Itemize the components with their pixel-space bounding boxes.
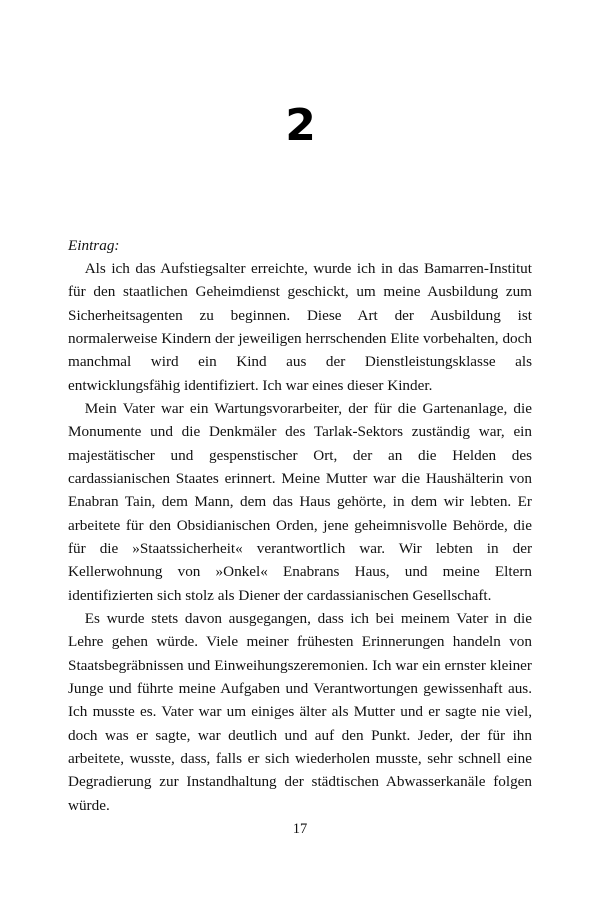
paragraph: Als ich das Aufstiegsalter erreichte, wurde ich in das Bamarren-Institut für den staatlichen Geheimdienst geschickt, um meine Ausbildung zum Sicherheitsagenten zu beginnen. Diese Art der Ausbildung ist normalerweise Kindern der jeweiligen herrschenden Elite vorbehalten, doch manchmal wird ein Kind aus der Dienstleistungsklasse als entwicklungsfähig identifiziert. Ich war eines dieser Kinder. [68, 260, 532, 394]
page-body [68, 234, 532, 817]
page-number: 17 [292, 821, 308, 837]
paragraph: Es wurde stets davon ausgegangen, dass ich bei meinem Vater in die Lehre gehen würde. Viele meiner frühesten Erinnerungen handeln von Staatsbegräbnissen und Einweihungszeremonien. Ich war ein ernster kleiner Junge und führte meine Aufgaben und Verantwortungen gewissenhaft aus. Ich musste es. Vater war um einiges älter als Mutter und er sagte nie viel, doch was er sagte, war deutlich und auf den Punkt. Jeder, der für ihn arbeitete, wusste, dass, falls er sich wiederholen musste, sehr schnell eine Degradierung zur Instandhaltung der städtischen Abwasserkanäle folgen würde. [68, 610, 532, 814]
paragraph: Mein Vater war ein Wartungsvorarbeiter, der für die Gartenanlage, die Monumente und die Denkmäler des Tarlak-Sektors zuständig war, ein majestätischer und gespenstischer Ort, der an die Helden des cardassianischen Staates erinnert. Meine Mutter war die Haushälterin von Enabran Tain, dem Mann, dem das Haus gehörte, in dem wir lebten. Er arbeitete für den Obsidianischen Orden, jene geheimnisvolle Behörde, die für die »Staatssicherheit« verantwortlich war. Wir lebten in der Kellerwohnung von »Onkel« Enabrans Haus, und meine Eltern identifizierten sich stolz als Diener der cardassianischen Gesellschaft. [68, 400, 532, 604]
entry-label: Eintrag: [68, 237, 120, 254]
chapter-number: 2 [285, 100, 315, 151]
